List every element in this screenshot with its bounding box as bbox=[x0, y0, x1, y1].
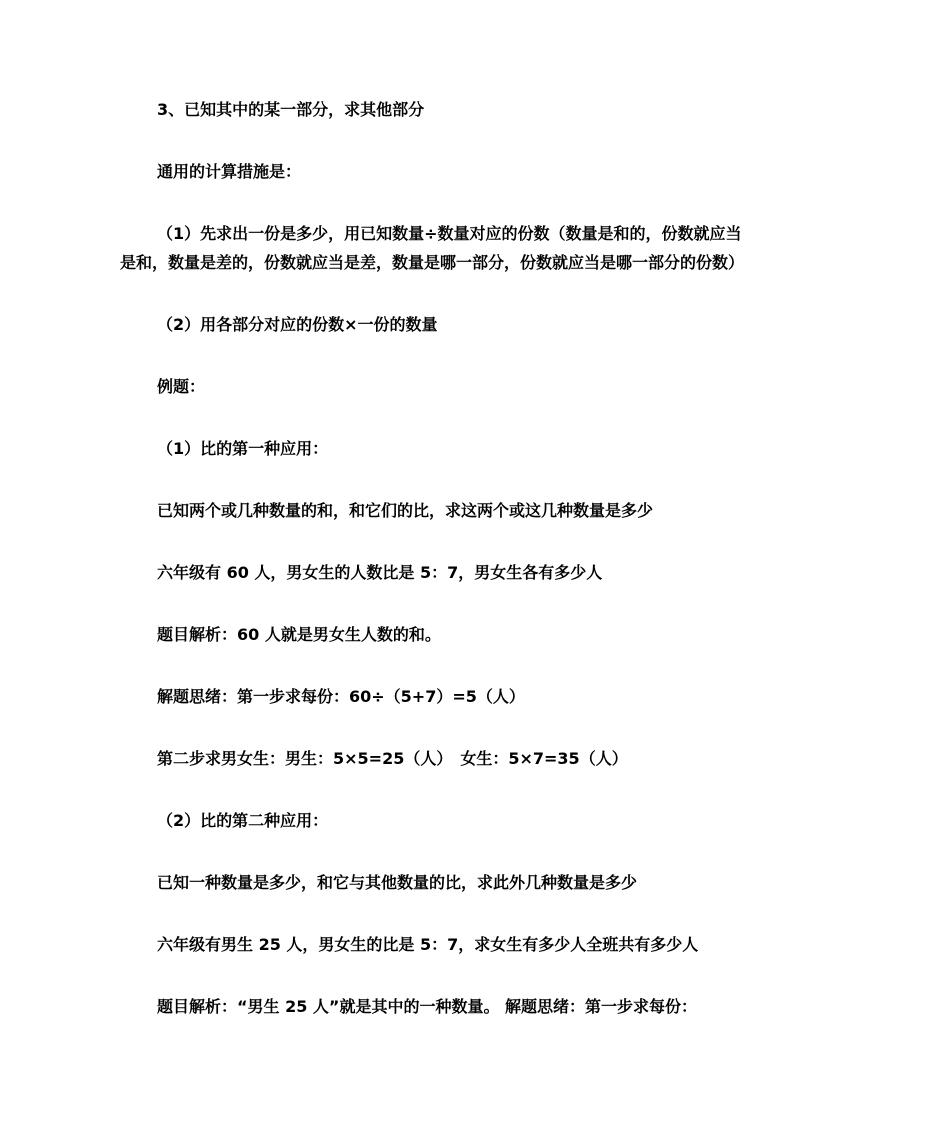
example-one-analysis: 题目解析：60 人就是男女生人数的和。 bbox=[157, 625, 441, 644]
example-heading: 例题： bbox=[157, 377, 206, 396]
section-heading: 3、已知其中的某一部分，求其他部分 bbox=[157, 100, 425, 119]
example-one-step-one: 解题思绪：第一步求每份：60÷（5+7）=5（人） bbox=[157, 687, 525, 706]
application-one-heading: （1）比的第一种应用： bbox=[157, 439, 329, 458]
step-two: （2）用各部分对应的份数×一份的数量 bbox=[157, 315, 438, 334]
application-two-description: 已知一种数量是多少，和它与其他数量的比，求此外几种数量是多少 bbox=[157, 873, 638, 892]
step-one-line-2: 是和，数量是差的，份数就应当是差，数量是哪一部分，份数就应当是哪一部分的份数） bbox=[120, 253, 745, 272]
example-two-question: 六年级有男生 25 人，男女生的比是 5：7，求女生有多少人全班共有多少人 bbox=[157, 935, 699, 954]
application-two-heading: （2）比的第二种应用： bbox=[157, 811, 329, 830]
step-one-line-1: （1）先求出一份是多少，用已知数量÷数量对应的份数（数量是和的，份数就应当 bbox=[157, 224, 742, 243]
application-one-description: 已知两个或几种数量的和，和它们的比，求这两个或这几种数量是多少 bbox=[157, 501, 654, 520]
example-two-analysis: 题目解析：“男生 25 人”就是其中的一种数量。 解题思绪：第一步求每份： bbox=[157, 997, 698, 1016]
example-one-question: 六年级有 60 人，男女生的人数比是 5：7，男女生各有多少人 bbox=[157, 563, 603, 582]
method-heading: 通用的计算措施是： bbox=[157, 162, 302, 181]
example-one-step-two: 第二步求男女生：男生：5×5=25（人） 女生：5×7=35（人） bbox=[157, 749, 628, 768]
